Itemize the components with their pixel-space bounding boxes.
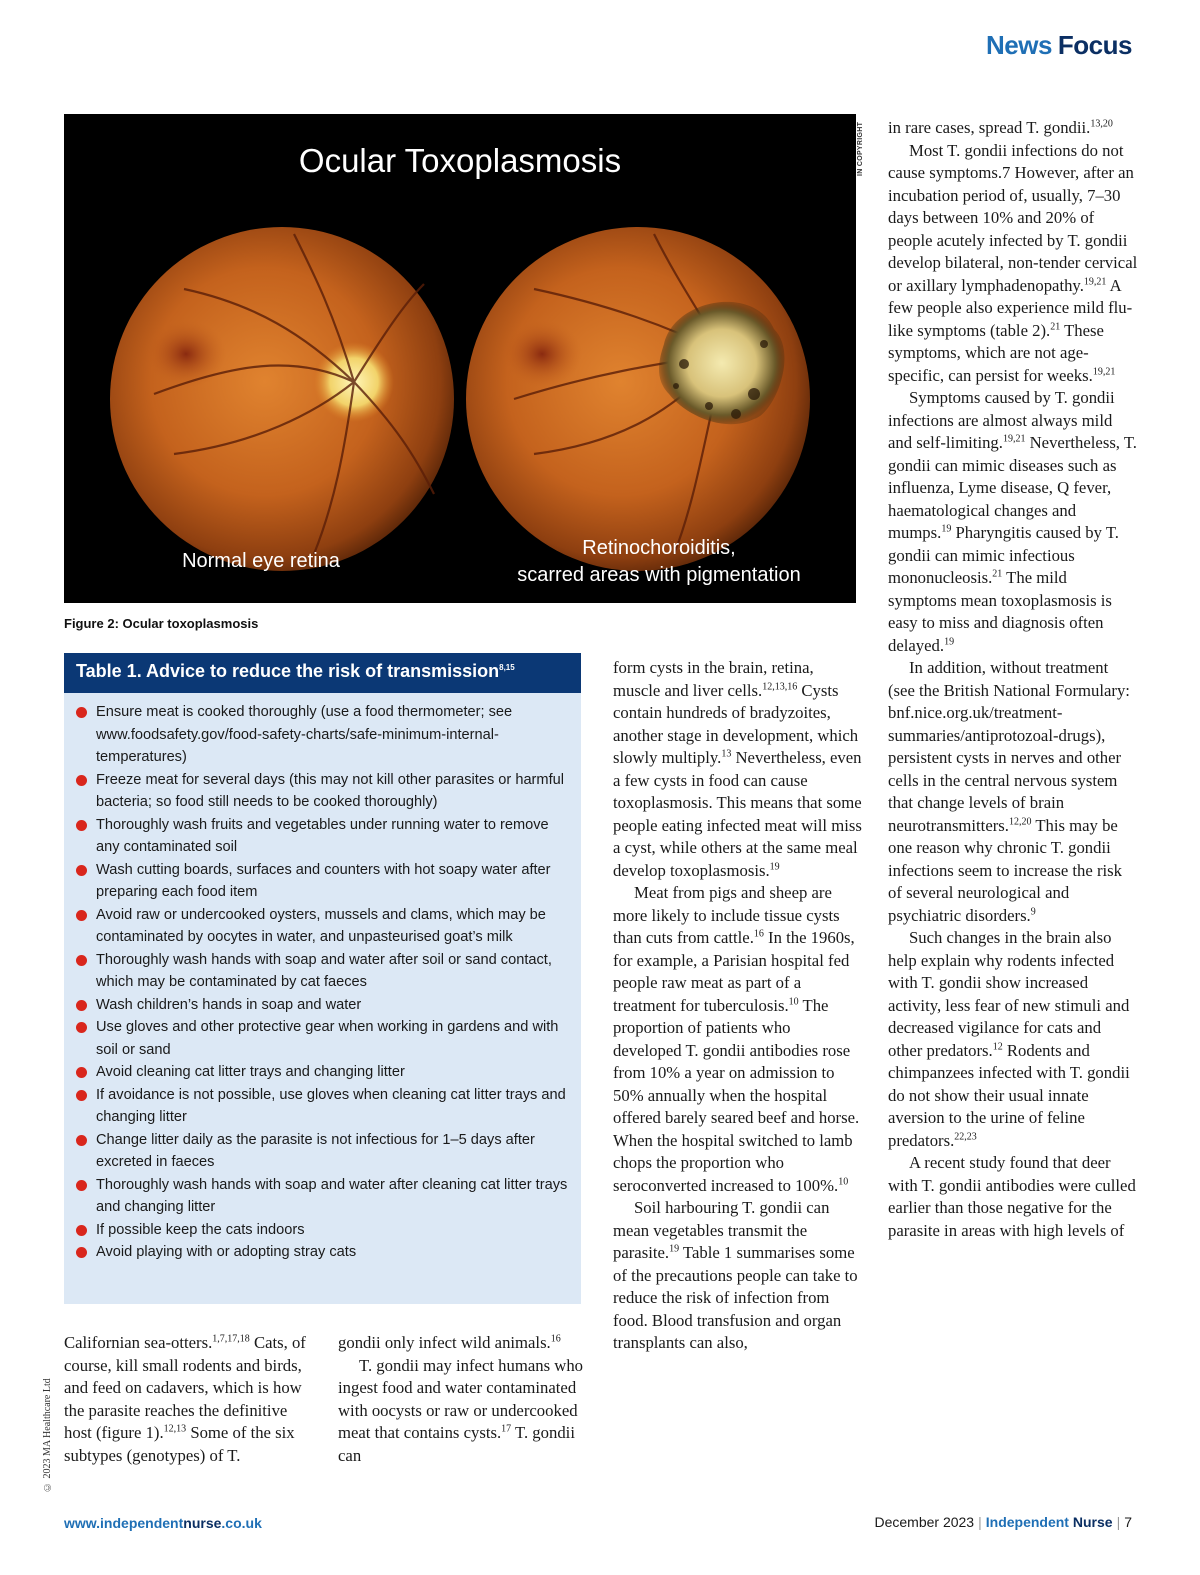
advice-item: Wash cutting boards, surfaces and counters with hot soapy water after preparing each food item: [76, 859, 571, 904]
retina-left: [110, 227, 454, 571]
figure-title: Ocular Toxoplasmosis: [298, 142, 622, 179]
body-column-1: Californian sea-otters.$^{1,7,17,18}$ Cats, of course, kill small rodents and birds, and feed on cadavers, which is how the parasite reaches the definitive host (figure 1).$^{12,13}$ Some of the six subtypes (genotypes) of T.: [64, 1333, 306, 1465]
footer-website-link[interactable]: www.independentnurse.co.uk: [64, 1515, 262, 1531]
advice-item: Avoid playing with or adopting stray cats: [76, 1241, 571, 1264]
bullet-dot-icon: [76, 707, 87, 718]
advice-item: Thoroughly wash fruits and vegetables under running water to remove any contaminated soil: [76, 814, 571, 859]
advice-item: Change litter daily as the parasite is not infectious for 1–5 days after excreted in faeces: [76, 1129, 571, 1174]
label-scarred-areas: scarred areas with pigmentation: [517, 564, 801, 586]
bullet-dot-icon: [76, 1022, 87, 1033]
label-normal-retina: Normal eye retina: [182, 550, 340, 572]
label-retinochoroiditis: Retinochoroiditis,: [582, 537, 736, 559]
advice-list: [64, 693, 581, 1264]
section-header: [986, 30, 1132, 61]
advice-item: Thoroughly wash hands with soap and water after soil or sand contact, which may be contaminated by cat faeces: [76, 949, 571, 994]
bullet-dot-icon: [76, 865, 87, 876]
table-1-advice: [64, 653, 581, 1304]
bullet-dot-icon: [76, 1135, 87, 1146]
advice-item: Use gloves and other protective gear when working in gardens and with soil or sand: [76, 1016, 571, 1061]
bullet-dot-icon: [76, 1090, 87, 1101]
advice-item: Wash children’s hands in soap and water: [76, 994, 571, 1017]
figure-caption: Figure 2: Ocular toxoplasmosis: [64, 616, 259, 631]
figure-ocular-toxoplasmosis: [64, 114, 856, 603]
image-copyright: IN COPYRIGHT: [857, 121, 864, 176]
bullet-dot-icon: [76, 775, 87, 786]
advice-item: Avoid cleaning cat litter trays and changing litter: [76, 1061, 571, 1084]
body-column-3: form cysts in the brain, retina, muscle and liver cells.$^{12,13,16}$ Cysts contain hundreds of bradyzoites, another stage in development, which slowly multiply.$^{13}$ Nevertheless, even a few cysts in food can cause toxoplasmosis. This means that some people eating infected meat will miss a cyst, while others at the same meal develop toxoplasmosis.$^{19}$ Meat from pigs and sheep are more likely to include tissue cysts than cuts from cattle.$^{16}$ In the 1960s, for example, a Parisian hospital fed people raw meat as part of a treatment for tuberculosis.$^{10}$ The proportion of patients who developed T. gondii antibodies rose from 10% a year on admission to 50% annually when the hospital offered barely seared beef and horse. When the hospital switched to lamb chops the proportion who seroconverted increased to 100%.$^{10}$ Soil harbouring T. gondii can mean vegetables transmit the parasite.$^{19}$ Table 1 summarises some of the precautions people can take to reduce the risk of infection from food. Blood transfusion and organ transplants can also,: [613, 658, 862, 1352]
bullet-dot-icon: [76, 1247, 87, 1258]
footer-date: December 2023: [874, 1514, 975, 1530]
copyright-credit: © 2023 MA Healthcare Ltd: [42, 1378, 53, 1492]
body-column-4: in rare cases, spread T. gondii.$^{13,20}$ Most T. gondii infections do not cause symptoms.7 However, after an incubation period of, usually, 7–30 days between 10% and 20% of people acutely infected by T. gondii develop bilateral, non-tender cervical or axillary lymphadenopathy.$^{19,21}$ A few people also experience mild flu-like symptoms (table 2).$^{21}$ These symptoms, which are not age-specific, can persist for weeks.$^{19,21}$ Symptoms caused by T. gondii infections are almost always mild and self-limiting.$^{19,21}$ Nevertheless, T. gondii can mimic diseases such as influenza, Lyme disease, Q fever, haematological changes and mumps.$^{19}$ Pharyngitis caused by T. gondii can mimic infectious mononucleosis.$^{21}$ The mild symptoms mean toxoplasmosis is easy to miss and diagnosis often delayed.$^{19}$ In addition, without treatment (see the British National Formulary: bnf.nice.org.uk/treatment-summaries/antiprotozoal-drugs), persistent cysts in nerves and other cells in the central nervous system that change levels of brain neurotransmitters.$^{12,20}$ This may be one reason why chronic T. gondii infections seem to increase the risk of several neurological and psychiatric disorders.$^9$ Such changes in the brain also help explain why rodents infected with T. gondii show increased activity, less fear of new stimuli and decreased vigilance for cats and other predators.$^{12}$ Rodents and chimpanzees infected with T. gondii do not show their usual innate aversion to the urine of feline predators.$^{22,23}$ A recent study found that deer with T. gondii antibodies were culled earlier than those negative for the parasite in areas with high levels of: [888, 118, 1138, 1240]
advice-item: If possible keep the cats indoors: [76, 1219, 571, 1242]
table-title: Table 1. Advice to reduce the risk of transmission$^{8,15}$: [64, 653, 581, 693]
bullet-dot-icon: [76, 955, 87, 966]
bullet-dot-icon: [76, 820, 87, 831]
page-number: 7: [1124, 1514, 1132, 1530]
bullet-dot-icon: [76, 1067, 87, 1078]
advice-item: Avoid raw or undercooked oysters, mussels and clams, which may be contaminated by oocytes in water, and unpasteurised goat’s milk: [76, 904, 571, 949]
bullet-dot-icon: [76, 1225, 87, 1236]
section-news: News: [986, 30, 1052, 60]
footer-issue-info: December 2023 | Independent Nurse | 7: [874, 1514, 1132, 1530]
advice-item: Freeze meat for several days (this may not kill other parasites or harmful bacteria; so food still needs to be cooked thoroughly): [76, 769, 571, 814]
advice-item: If avoidance is not possible, use gloves when cleaning cat litter trays and changing litter: [76, 1084, 571, 1129]
retina-illustration: [64, 114, 856, 603]
advice-item: Ensure meat is cooked thoroughly (use a food thermometer; see www.foodsafety.gov/food-safety-charts/safe-minimum-internal-temperatures): [76, 701, 571, 769]
section-focus: Focus: [1057, 30, 1132, 60]
bullet-dot-icon: [76, 1180, 87, 1191]
table-title-refs: 8,15: [499, 663, 515, 672]
body-column-2: gondii only infect wild animals.$^{16}$ T. gondii may infect humans who ingest food and water contaminated with oocysts or raw or undercooked meat that contains cysts.$^{17}$ T. gondii can: [338, 1333, 584, 1465]
bullet-dot-icon: [76, 910, 87, 921]
advice-item: Thoroughly wash hands with soap and water after cleaning cat litter trays and changing litter: [76, 1174, 571, 1219]
bullet-dot-icon: [76, 1000, 87, 1011]
